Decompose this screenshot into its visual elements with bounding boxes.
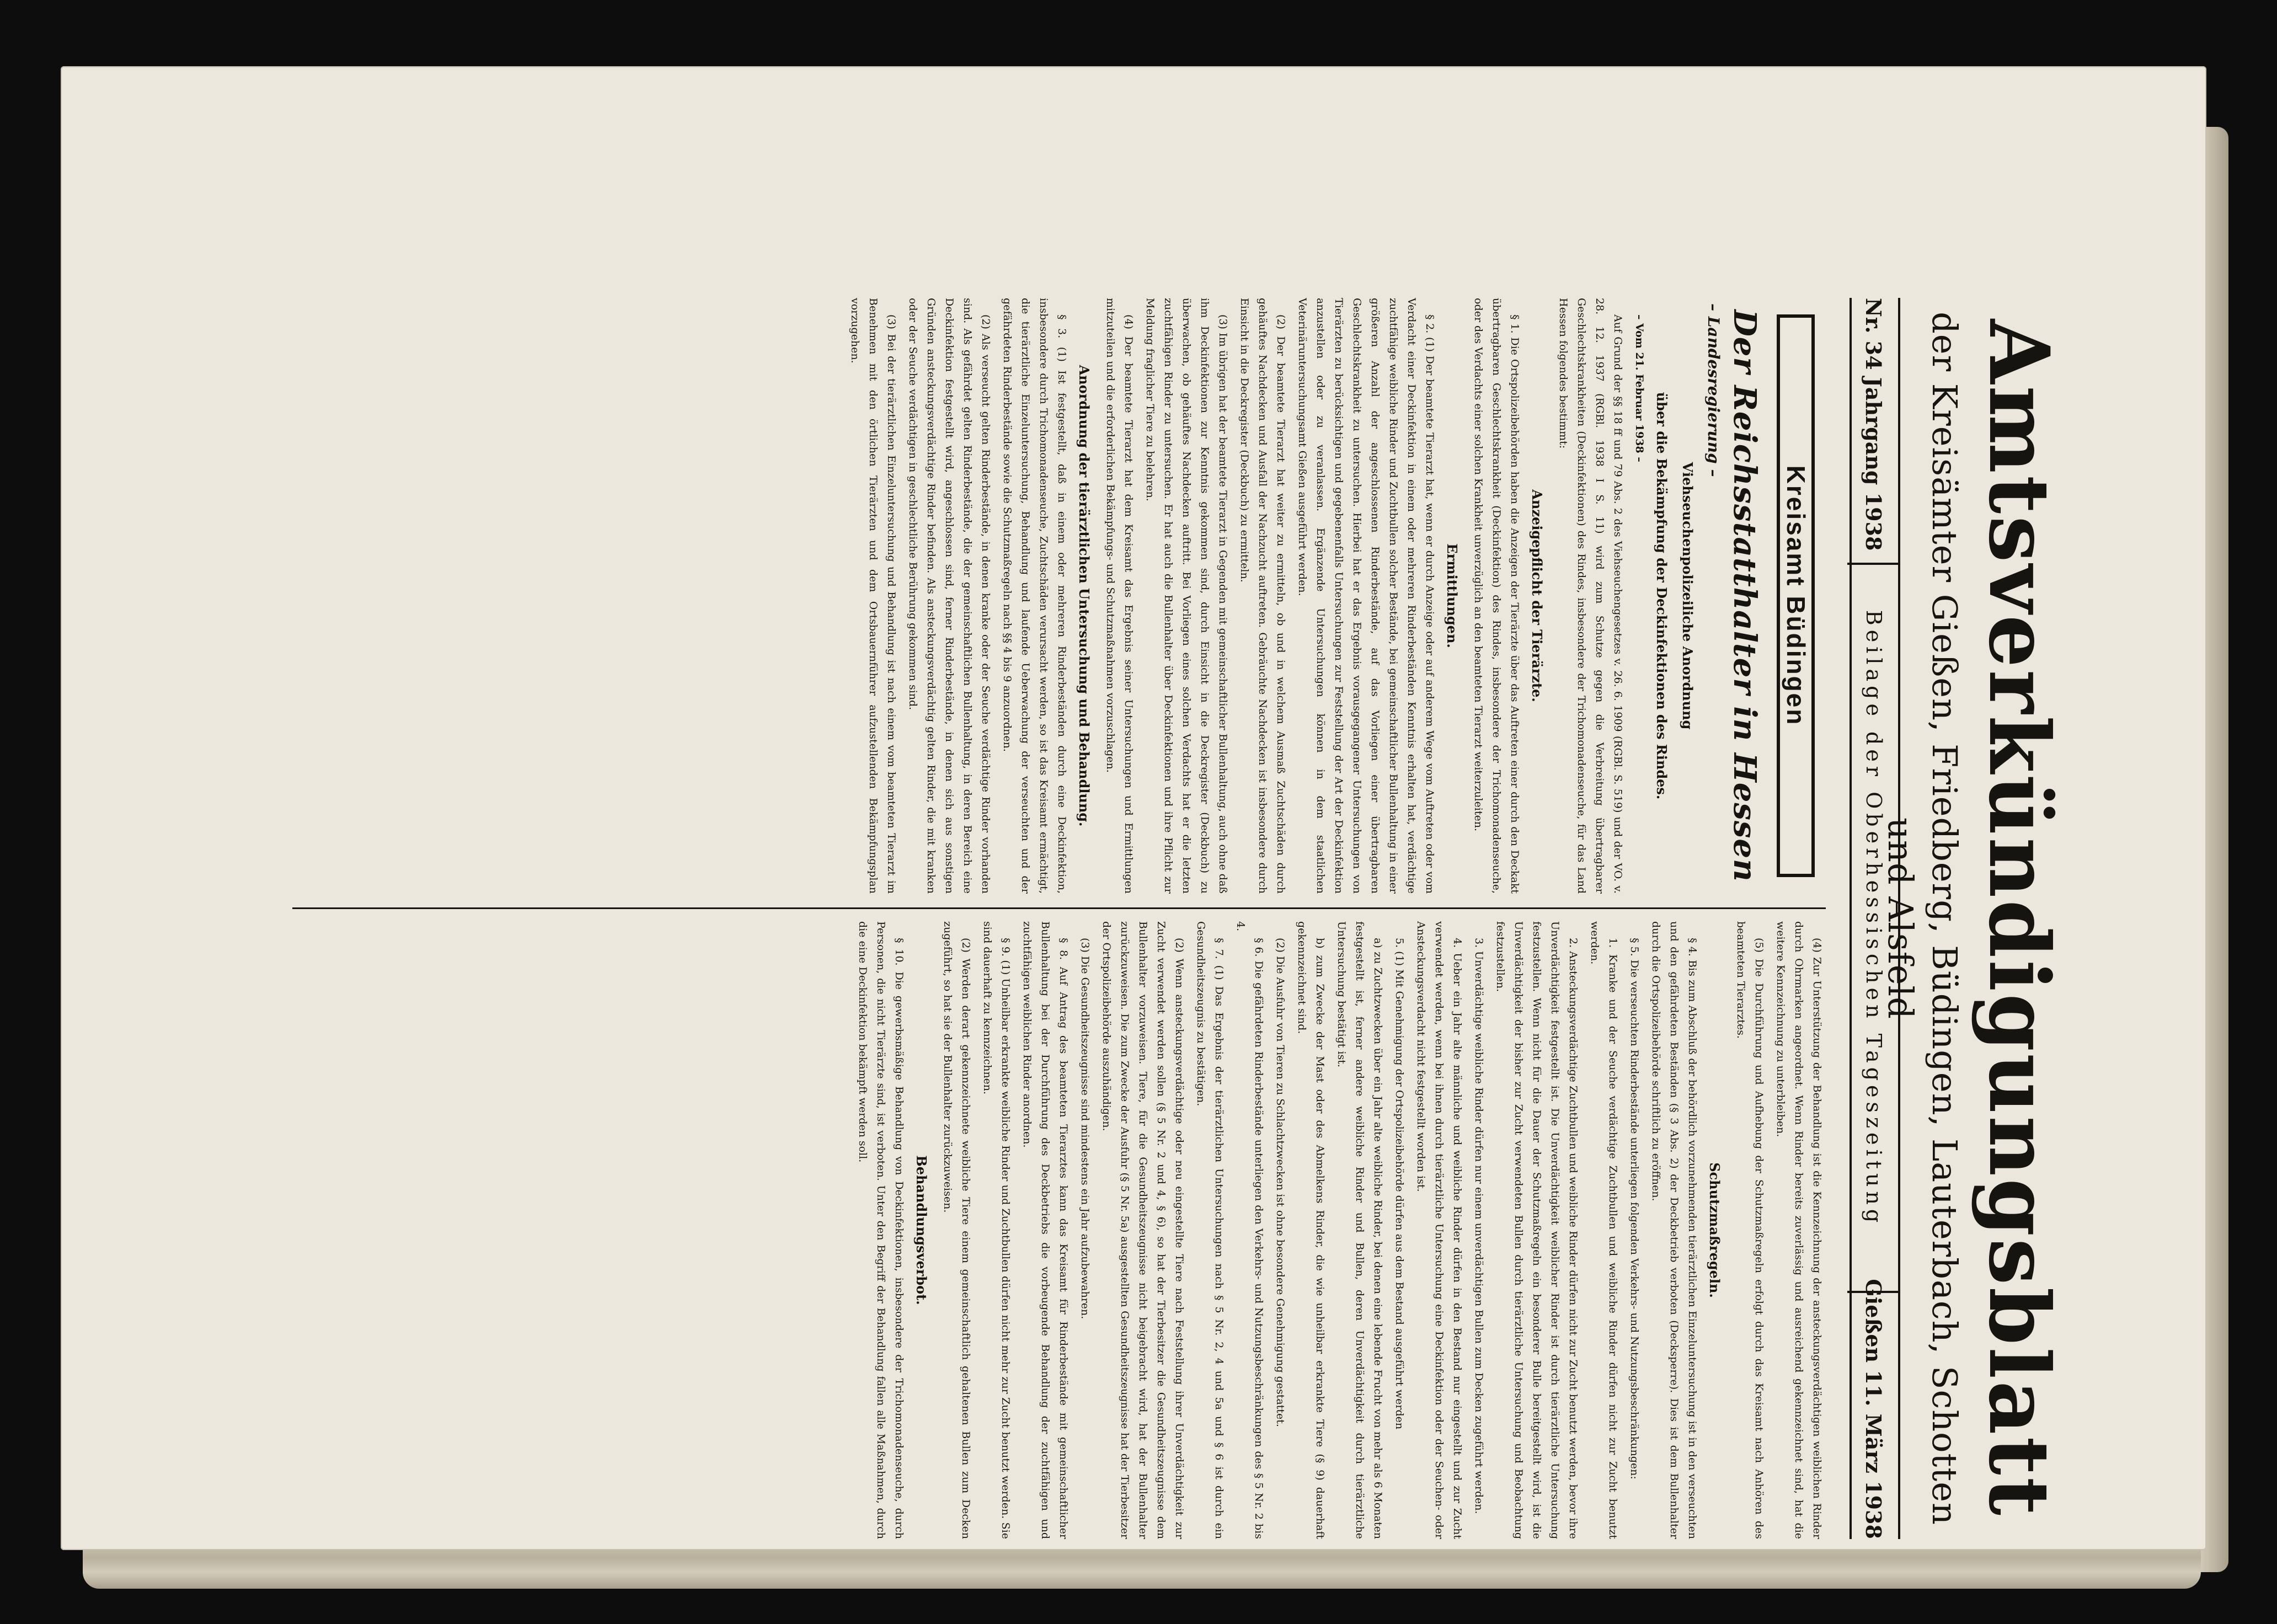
column-divider (292, 907, 1826, 909)
masthead (1826, 298, 2068, 1539)
paragraph-2-2: (2) Der beamtete Tierarzt hat weiter zu ermitteln, ob und in welchem Ausmaß Zuchtschäden durch gehäuftes Nachdecken und Ausfall der Nachzucht auftreten. Gebräuchte Nachdecken ist insbesondere durch Einsicht in die Deckregister (Deckbuch) zu ermitteln. (1238, 298, 1287, 894)
decree-date: – Vom 21. Februar 1938 – (1633, 314, 1645, 462)
kreisamt-box: Kreisamt Büdingen (1777, 314, 1815, 877)
paragraph-3-3: (3) Bei der tierärztlichen Einzeluntersuchung und Behandlung ist nach einem vom beamteten Tierarzt im Benehmen mit den örtlichen Tierärzten und dem Ortsbauernführer aufzustellenden Bekämpfungsplan vorzugehen. (849, 298, 897, 894)
heading-anordnung: Anordnung der tierärztlichen Untersuchung und Behandlung. (1076, 365, 1092, 827)
paragraph-5-5a: a) zu Zuchtzwecken über ein Jahr alte weibliche Rinder, bei denen eine lebende Frucht von mehr als 6 Monaten festgestellt ist, ferner andere weibliche Rinder und Bullen, deren Unverdächtigkeit durch tierärztliche Untersuchung bestätigt ist. (1335, 921, 1384, 1539)
heading-schutzmassregeln: Schutzmaßregeln. (1707, 1162, 1723, 1298)
paragraph-5-5-2: (2) Die Ausfuhr von Tieren zu Schlachtzwecken ist ohne besondere Genehmigung gestattet. (1274, 938, 1286, 1427)
right-column (292, 921, 1826, 1539)
paragraph-7-3: (3) Die Gesundheitszeugnisse sind mindestens ein Jahr aufzubewahren. (1079, 938, 1091, 1319)
paragraph-5-2: 2. Ansteckungsverdächtige Zuchtbullen und weibliche Rinder dürfen nicht zur Zucht benutzt werden, bevor ihre Unverdächtigkeit festgestellt ist. Die Unverdächtigkeit weiblicher Rinder ist durch tierärztliche Untersuchung festzustellen. Wenn nicht für die Dauer der Schutzmaßregeln ein besonderer Bulle bereitgestellt wird, ist die Unverdächtigkeit der bisher zur Zucht verwendeten Bullen durch tierärztliche Untersuchung und Beobachtung festzustellen. (1494, 921, 1579, 1539)
heading-behandlungsverbot: Behandlungsverbot. (913, 1155, 929, 1305)
paragraph-5-4: 4. Ueber ein Jahr alte männliche und weibliche Rinder dürfen in den Bestand nur eingestellt und zur Zucht verwendet werden, wenn bei ihnen durch tierärztliche Untersuchung eine Deckinfektion oder der Seuchen- oder Ansteckungsverdacht nicht festgestellt worden ist. (1415, 921, 1463, 1539)
issue-number: Nr. 34 Jahrgang 1938 (1861, 298, 1886, 551)
heading-anzeigepflicht: Anzeigepflicht der Tierärzte. (1529, 489, 1545, 702)
place-date: Gießen 11. März 1938 (1861, 1279, 1886, 1539)
article-headline: Der Reichsstatthalter in Hessen (1727, 309, 1763, 882)
paragraph-2: § 2. (1) Der beamtete Tierarzt hat, wenn er durch Anzeige oder auf anderem Wege vom Auftreten oder vom Verdacht einer Deckinfektion in einem oder mehreren Rinderbeständen Kenntnis erhalten hat, verdächtige zuchtfähige weibliche Rinder und Zuchtbullen solcher Bestände, bei gemeinschaftlicher Bullenhaltung in einer größeren Anzahl der angeschlossenen Rinderbestände, auf das Vorliegen einer übertragbaren Geschlechtskrankheit zu untersuchen. Hierbei hat er das Ergebnis vorausgegangener Untersuchungen von Tierärzten zu berücksichtigen und gegebenenfalls Untersuchungen zur Feststellung der Art der Deckinfektion anzustellen oder zu veranlassen. Ergänzende Untersuchungen können in dem staatlichen Veterinäruntersuchungsamt Gießen ausgeführt werden. (1296, 298, 1436, 894)
decree-title: Viehseuchenpolizeiliche Anordnung (1680, 462, 1696, 730)
paragraph-10: § 10. Die gewerbsmäßige Behandlung von Deckinfektionen, insbesondere der Trichomonadenseuche, durch Personen, die nicht Tierärzte sind, ist verboten. Unter den Begriff der Behandlung fallen alle Maßnahmen, durch die eine Deckinfektion bekämpft werden soll. (857, 921, 905, 1539)
decree-intro: Auf Grund der §§ 18 ff und 79 Abs. 2 des Viehseuchengesetzes v. 26. 6. 1909 (RGBl. S. 519) und der VO. v. 28. 12. 1937 (RGBl. 1938 I S. 11) wird zum Schutze gegen die Verbreitung übertragbarer Geschlechtskrankheiten (Deckinfektionen) des Rindes, insbesondere der Trichomonadenseuche, für das Land Hessen folgendes bestimmt: (1557, 298, 1624, 894)
section-label: – Landesregierung – (1704, 303, 1723, 477)
left-column (292, 298, 1826, 894)
supplement-line: Beilage der Oberhessischen Tageszeitung (1862, 610, 1886, 1227)
paragraph-9: § 9. (1) Unheilbar erkrankte weibliche Rinder und Zuchtbullen dürfen nicht mehr zur Zucht benutzt werden. Sie sind dauerhaft zu kennzeichnen. (981, 921, 1012, 1539)
newspaper-title: Amtsverkündigungsblatt (1970, 319, 2067, 1518)
paragraph-3-5: (5) Die Durchführung und Aufhebung der Schutzmaßregeln erfolgt durch das Kreisamt nach Anhören des beamteten Tierarztes. (1735, 921, 1765, 1539)
newspaper-sheet (61, 66, 2206, 1550)
paragraph-1: § 1. Die Ortspolizeibehörden haben die Anzeigen der Tierärzte über das Auftreten einer durch den Deckakt übertragbaren Geschlechtskrankheit (Deckinfektion) des Rindes, insbesondere der Trichomonadenseuche, oder des Verdachts einer solchen Krankheit unverzüglich an den beamteten Tierarzt weiterzuleiten. (1472, 298, 1521, 894)
paragraph-7-2: (2) Wenn ansteckungsverdächtige oder neu eingestellte Tiere nach Feststellung ihrer Unverdächtigkeit zur Zucht verwendet werden sollen (§ 5 Nr. 2 und 4, § 6), so hat der Tierbesitzer die Gesundheitszeugnisse dem Bullenhalter vorzuweisen. Tiere, für die Gesundheitszeugnisse nicht beigebracht wird, hat der Bullenhalter zurückzuweisen. Die zum Zwecke der Ausfuhr (§ 5 Nr. 5a) ausgestellten Gesundheitszeugnisse hat der Tierbesitzer der Ortspolizeibehörde auszuhändigen. (1100, 921, 1185, 1539)
paragraph-5-1: 1. Kranke und der Seuche verdächtige Zuchtbullen und weibliche Rinder dürfen nicht zur Zucht benutzt werden. (1589, 921, 1619, 1539)
paragraph-6: § 6. Die gefährdeten Rinderbestände unterliegen den Verkehrs- und Nutzungsbeschränkungen des § 5 Nr. 2 bis 4. (1234, 921, 1265, 1539)
paragraph-5-5b: b) zum Zwecke der Mast oder des Abmelkens Rinder, die wie unheilbar erkrankte Tiere (§ 9) dauerhaft gekennzeichnet sind. (1296, 921, 1326, 1539)
issue-info-bar (1850, 298, 1900, 1539)
paragraph-5-5: 5. (1) Mit Genehmigung der Ortspolizeibehörde dürfen aus dem Bestand ausgeführt werden (1393, 938, 1405, 1430)
paragraph-9-2: (2) Werden derart gekennzeichnete weibliche Tiere einem gemeinschaftlich gehaltenen Bullen zum Decken zugeführt, so hat sie der Bullenhalter zurückzuweisen. (942, 921, 972, 1539)
paragraph-4: § 4. Bis zum Abschluß der behördlich vorzunehmenden tierärztlichen Einzeluntersuchung ist in den verseuchten und den gefährdeten Beständen (§ 3 Abs. 2) der Deckbetrieb verboten (Decksperre). Dies ist dem Bullenhalter durch die Ortspolizeibehörde schriftlich zu eröffnen. (1650, 921, 1698, 1539)
paragraph-5: § 5. Die verseuchten Rinderbestände unterliegen folgenden Verkehrs- und Nutzungsbeschränkungen: (1628, 938, 1640, 1479)
paragraph-3-2: (2) Als verseucht gelten Rinderbestände, in denen kranke oder der Seuche verdächtige Rinder vorhanden sind. Als gefährdet gelten Rinderbestände, die der gemeinschaftlichen Bullenhaltung, in deren Bereich eine Deckinfektion festgestellt wird, angeschlossen sind, ferner Rinderbestände, in denen sich aus sonstigen Gründen ansteckungsverdächtige Rinder befinden. Als ansteckungsverdächtig gelten Rinder, die mit kranken oder der Seuche verdächtigen in geschlechtliche Berührung gekommen sind. (907, 298, 992, 894)
paragraph-3: § 3. (1) Ist festgestellt, daß in einem oder mehreren Rinderbeständen durch eine Deckinfektion, insbesondere durch Trichomonadenseuche, Zuchtschäden verursacht werden, so ist das Kreisamt ermächtigt, die tierärztliche Einzeluntersuchung, Behandlung und laufende Ueberwachung der verseuchten und der gefährdeten Rinderbestände sowie die Schutzmaßregeln nach §§ 4 bis 9 anzuordnen. (1001, 298, 1068, 894)
paragraph-2-3: (3) Im übrigen hat der beamtete Tierarzt in Gegenden mit gemeinschaftlicher Bullenhaltung, auch ohne daß ihm Deckinfektionen zur Kenntnis gekommen sind, durch Einsicht in die Deckregister (Deckbuch) zu überwachen, ob gehäuftes Nachdecken auftritt. Bei Vorliegen eines solchen Verdachts hat er die letzten zuchtfähigen Rinder zu untersuchen. Er hat auch die Bullenhalter über Deckinfektionen und ihre Pflicht zur Meldung fraglicher Tiere zu belehren. (1144, 298, 1229, 894)
paragraph-2-4: (4) Der beamtete Tierarzt hat dem Kreisamt das Ergebnis seiner Untersuchungen und Ermittlungen mitzuteilen und die erforderlichen Bekämpfungs- und Schutzmaßnahmen vorzuschlagen. (1104, 298, 1135, 894)
decree-subtitle: über die Bekämpfung der Deckinfektionen des Rindes. (1654, 392, 1670, 800)
paragraph-7: § 7. (1) Das Ergebnis der tierärztlichen Untersuchungen nach § 5 Nr. 2, 4 und 5a und § 6 ist durch ein Gesundheitszeugnis zu bestätigen. (1195, 921, 1225, 1539)
newspaper-subtitle: der Kreisämter Gießen, Friedberg, Büdingen, Lauterbach, Schotten und Alsfeld (1880, 312, 1965, 1525)
paragraph-8: § 8. Auf Antrag des beamteten Tierarztes kann das Kreisamt für Rinderbestände mit gemeinschaftlicher Bullenhaltung bei der Durchführung des Deckbetriebs die vorbeugende Behandlung der zuchtfähigen und zuchtfähigen weiblichen Rinder anordnen. (1021, 921, 1070, 1539)
paragraph-5-3: 3. Unverdächtige weibliche Rinder dürfen nur einem unverdächtigen Bullen zum Decken zugeführt werden. (1473, 938, 1485, 1514)
paragraph-3-4: (4) Zur Unterstützung der Behandlung ist die Kennzeichnung der ansteckungsverdächtigen weiblichen Rinder durch Ohrmarken angeordnet. Wenn Rinder bereits zuverlässig und ausreichend gekennzeichnet sind, hat die weitere Kennzeichnung zu unterbleiben. (1774, 921, 1823, 1539)
heading-ermittlungen: Ermittlungen. (1444, 543, 1460, 648)
rotated-newspaper (292, 298, 2068, 1539)
